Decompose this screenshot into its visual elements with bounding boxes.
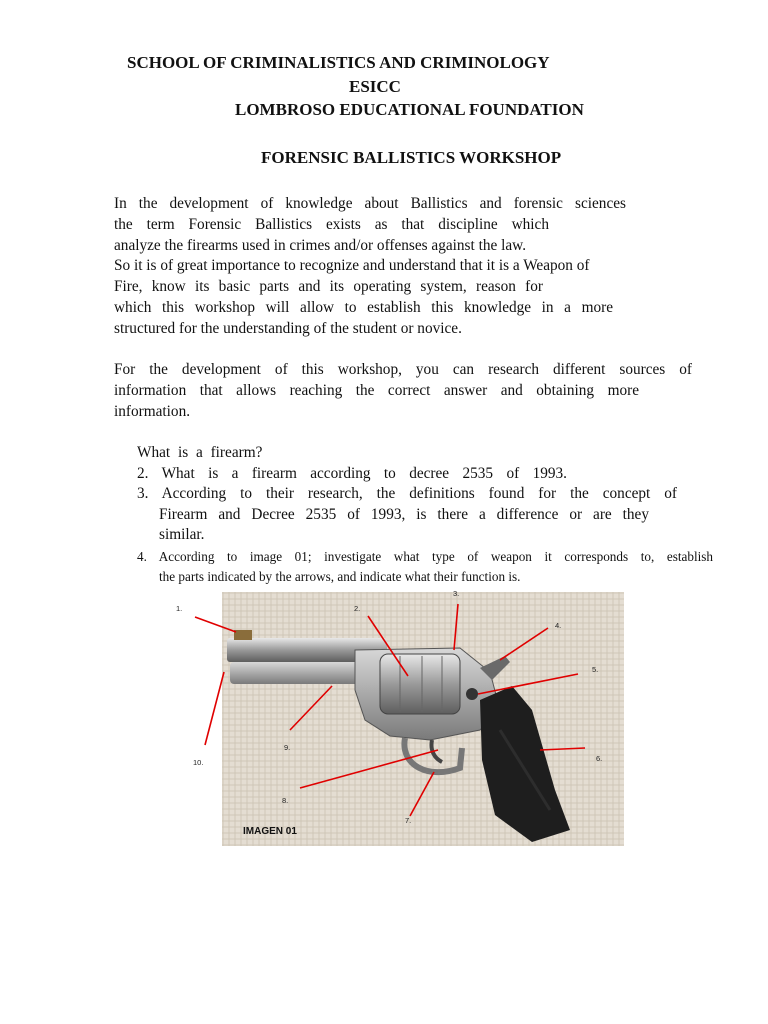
question-4-cont: the parts indicated by the arrows, and indicate what their function is.: [159, 569, 521, 584]
revolver-figure: [160, 590, 624, 846]
intro-line: which this workshop will allow to establish this knowledge in a more: [114, 298, 613, 316]
revolver-cylinder: [380, 654, 460, 714]
callout-label-1: 1.: [176, 604, 183, 613]
question-4: 4. According to image 01; investigate what type of weapon it corresponds to, establish: [137, 548, 713, 564]
callout-label-8: 8.: [282, 796, 289, 805]
question-3-cont: similar.: [159, 526, 205, 543]
callout-label-9: 9.: [284, 743, 291, 752]
research-line: For the development of this workshop, you can research different sources of: [114, 361, 692, 378]
research-paragraph: [114, 360, 692, 422]
intro-paragraph: [114, 194, 626, 340]
question-list: [137, 443, 717, 588]
figure-caption: IMAGEN 01: [243, 826, 297, 837]
callout-label-5: 5.: [592, 665, 599, 674]
question-1: What is a firearm?: [137, 444, 263, 461]
intro-line: structured for the understanding of the student or novice.: [114, 319, 462, 337]
school-name: SCHOOL OF CRIMINALISTICS AND CRIMINOLOGY: [127, 53, 550, 72]
intro-line: analyze the firearms used in crimes and/or offenses against the law.: [114, 236, 527, 254]
callout-label-3: 3.: [453, 590, 460, 598]
question-2: 2. What is a firearm according to decree 2535 of 1993.: [137, 464, 567, 482]
front-sight: [234, 630, 252, 640]
callout-label-10: 10.: [193, 758, 204, 767]
callout-label-4: 4.: [555, 621, 562, 630]
intro-line: So it is of great importance to recognize and understand that it is a Weapon of: [114, 257, 590, 275]
foundation-name: LOMBROSO EDUCATIONAL FOUNDATION: [235, 100, 584, 119]
intro-line: the term Forensic Ballistics exists as that discipline which: [114, 215, 549, 233]
workshop-title: FORENSIC BALLISTICS WORKSHOP: [261, 148, 562, 167]
intro-line: In the development of knowledge about Ballistics and forensic sciences: [114, 195, 626, 212]
question-3-cont: Firearm and Decree 2535 of 1993, is there a difference or are they: [159, 505, 649, 523]
callout-label-6: 6.: [596, 754, 603, 763]
callout-label-7: 7.: [405, 816, 412, 825]
intro-line: Fire, know its basic parts and its operating system, reason for: [114, 278, 543, 296]
question-3: 3. According to their research, the definitions found for the concept of: [137, 485, 677, 502]
research-line: information.: [114, 402, 191, 420]
callout-label-2: 2.: [354, 604, 361, 613]
school-acronym: ESICC: [349, 77, 401, 96]
cylinder-release: [466, 688, 478, 700]
research-line: information that allows reaching the correct answer and obtaining more: [114, 381, 639, 399]
